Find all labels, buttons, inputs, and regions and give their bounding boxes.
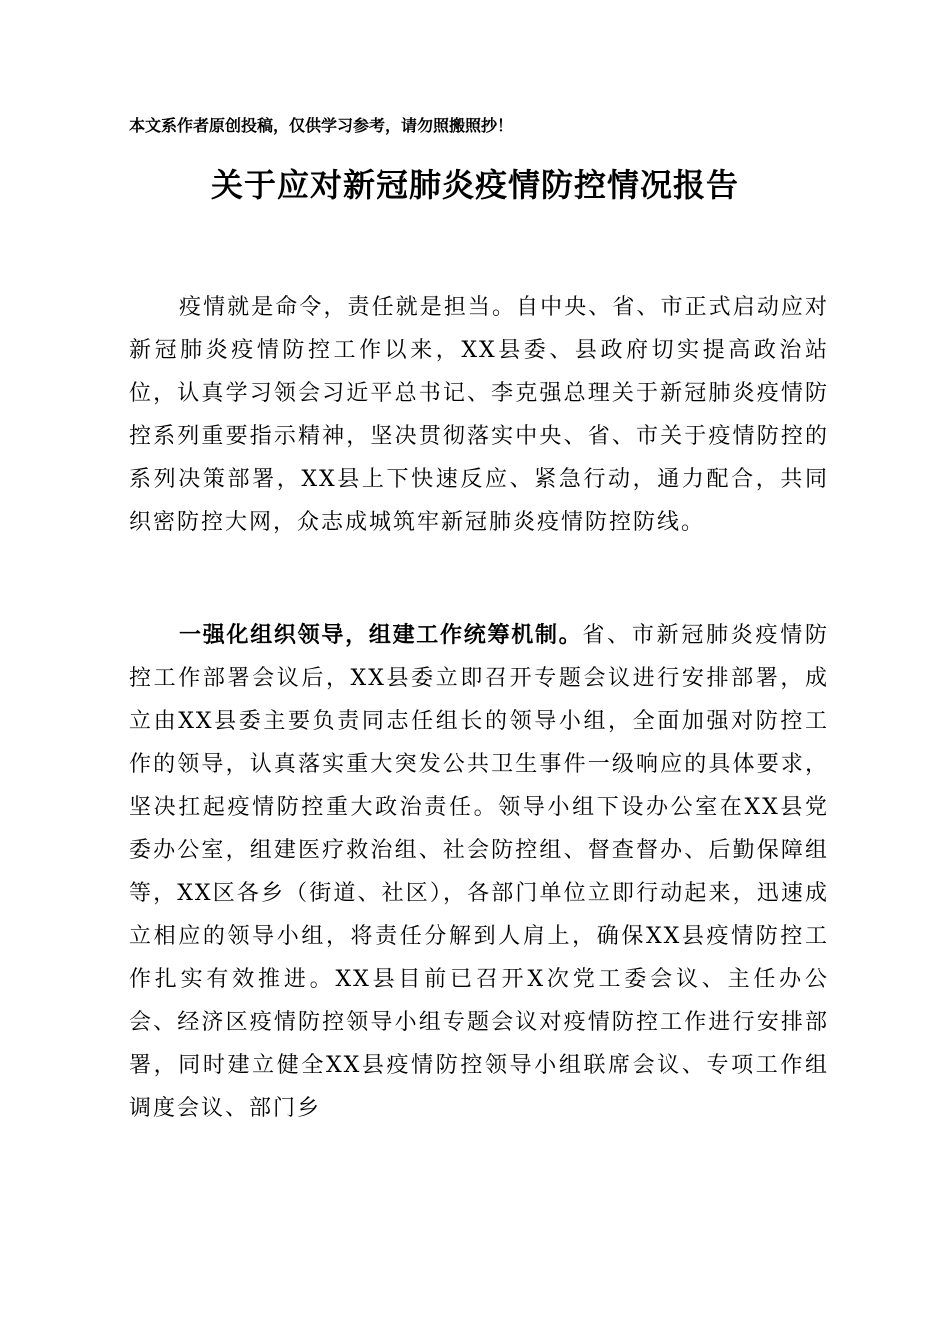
copyright-notice: 本文系作者原创投稿，仅供学习参考，请勿照搬照抄！: [129, 116, 514, 135]
paragraph-intro: [129, 286, 829, 544]
section-1-heading: 一强化组织领导，组建工作统筹机制。: [179, 623, 583, 648]
paragraph-intro-text: 疫情就是命令，责任就是担当。自中央、省、市正式启动应对新冠肺炎疫情防控工作以来，XX县委、县政府切实提高政治站位，认真学习领会习近平总书记、李克强总理关于新冠肺炎疫情防控系列重要指示精神，坚决贯彻落实中央、省、市关于疫情防控的系列决策部署，XX县上下快速反应、紧急行动，通力配合，共同织密防控大网，众志成城筑牢新冠肺炎疫情防控防线。: [129, 295, 829, 535]
section-1-text: 省、市新冠肺炎疫情防控工作部署会议后，XX县委立即召开专题会议进行安排部署，成立由XX县委主要负责同志任组长的领导小组，全面加强对防控工作的领导，认真落实重大突发公共卫生事件一级响应的具体要求，坚决扛起疫情防控重大政治责任。领导小组下设办公室在XX县党委办公室，组建医疗救治组、社会防控组、督查督办、后勤保障组等，XX区各乡（街道、社区），各部门单位立即行动起来，迅速成立相应的领导小组，将责任分解到人肩上，确保XX县疫情防控工作扎实有效推进。XX县目前已召开X次党工委会议、主任办公会、经济区疫情防控领导小组专题会议对疫情防控工作进行安排部署，同时建立健全XX县疫情防控领导小组联席会议、专项工作组调度会议、部门乡: [129, 623, 829, 1121]
document-title: 关于应对新冠肺炎疫情防控情况报告: [210, 166, 739, 204]
paragraph-section-1: [129, 614, 829, 1130]
